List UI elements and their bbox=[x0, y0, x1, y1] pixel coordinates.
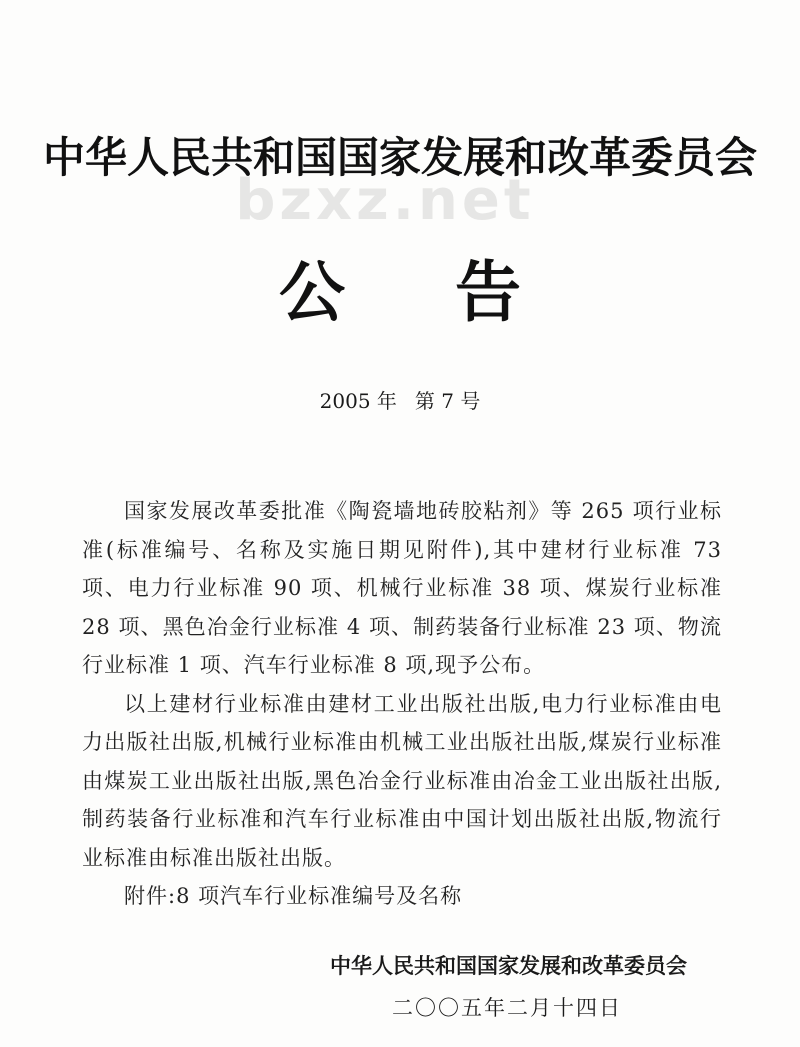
body-paragraph: 国家发展改革委批准《陶瓷墙地砖胶粘剂》等 265 项行业标准(标准编号、名称及实施日期见附件),其中建材行业标准 73 项、电力行业标准 90 项、机械行业标准 38 项、煤炭行业标准 28 项、黑色冶金行业标准 4 项、制药装备行业标准 23 项、物流行业标准 1 项、汽车行业标准 8 项,现予公布。 bbox=[82, 499, 722, 677]
issue-year: 2005 年 bbox=[319, 389, 397, 413]
issuer-heading: 中华人民共和国国家发展和改革委员会 bbox=[42, 133, 757, 182]
announcement-body bbox=[82, 492, 722, 916]
title-char-1: 公 bbox=[279, 254, 345, 331]
signature-date: 二〇〇五年二月十四日 bbox=[392, 996, 622, 1020]
issue-number-line bbox=[0, 386, 800, 416]
issue-number: 第 7 号 bbox=[414, 389, 481, 413]
signature-organization: 中华人民共和国国家发展和改革委员会 bbox=[330, 954, 687, 978]
body-paragraph: 以上建材行业标准由建材工业出版社出版,电力行业标准由电力出版社出版,机械行业标准由机械工业出版社出版,煤炭行业标准由煤炭工业出版社出版,黑色冶金行业标准由冶金工业出版社出版,制药装备行业标准和汽车行业标准由中国计划出版社出版,物流行业标准由标准出版社出版。 bbox=[82, 691, 722, 870]
attachment-note: 附件:8 项汽车行业标准编号及名称 bbox=[124, 884, 463, 908]
watermark: bzxz.net bbox=[235, 168, 535, 233]
document-title bbox=[0, 248, 800, 338]
title-char-2: 告 bbox=[455, 254, 521, 331]
